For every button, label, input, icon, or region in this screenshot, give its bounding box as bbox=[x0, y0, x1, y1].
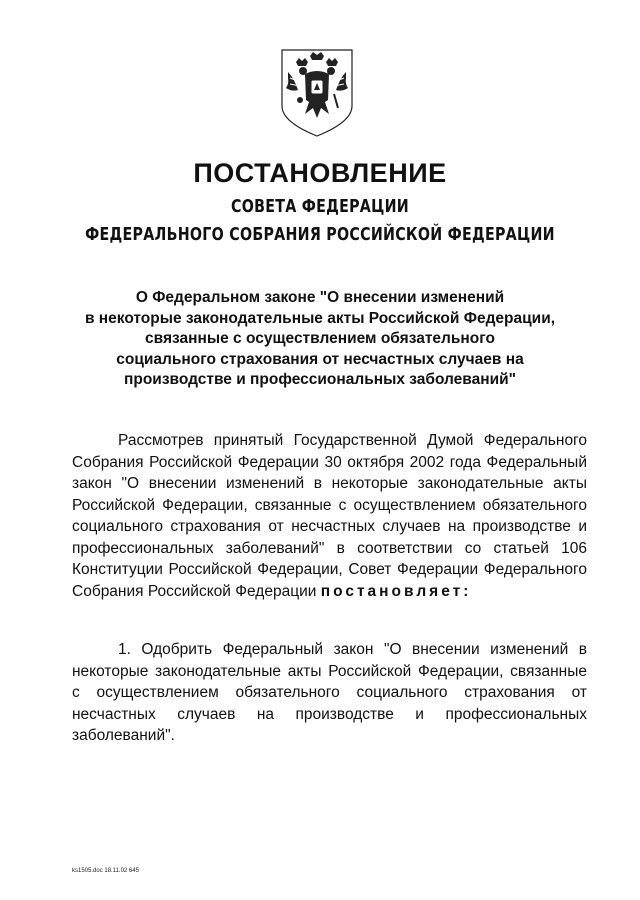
heading-line: в некоторые законодательные акты Российской Федерации, bbox=[84, 309, 556, 327]
issuer-line-1: СОВЕТА ФЕДЕРАЦИИ bbox=[231, 196, 409, 217]
resolution-item-1 bbox=[72, 639, 587, 747]
issuer-line-2: ФЕДЕРАЛЬНОГО СОБРАНИЯ РОССИЙСКОЙ ФЕДЕРАЦИИ bbox=[85, 224, 555, 245]
document-heading bbox=[0, 288, 640, 391]
resolution-item-1-text: 1. Одобрить Федеральный закон "О внесении изменений в некоторые законодательные акты Российской Федерации, связанные с осуществлением обязательного социального страхования от несчастных случаев на производстве и профессиональных заболеваний". bbox=[72, 641, 587, 744]
heading-line: социального страхования от несчастных случаев на bbox=[116, 350, 524, 368]
preamble-paragraph bbox=[72, 430, 587, 602]
heading-line: связанные с осуществлением обязательного bbox=[145, 330, 495, 347]
heading-line: О Федеральном законе "О внесении изменений bbox=[135, 289, 505, 306]
coat-of-arms-icon bbox=[276, 48, 358, 138]
preamble-text: Рассмотрев принятый Государственной Думой Федерального Собрания Российской Федерации 30 октября 2002 года Федеральный закон "О внесении изменений в некоторые законодательные акты Российской Федерации, связанные с осуществлением обязательного социального страхования от несчастных случаев на производстве и профессиональных заболеваний" в соответствии со статьей 106 Конституции Российской Федерации, Совет Федерации Федерального Собрания Российской Федерации bbox=[72, 432, 587, 600]
file-stamp: ks1505.doc 18.11.02 645 bbox=[72, 868, 139, 874]
document-title: ПОСТАНОВЛЕНИЕ bbox=[193, 158, 447, 188]
resolve-keyword: постановляет: bbox=[320, 582, 472, 600]
heading-line: производстве и профессиональных заболеваний" bbox=[124, 371, 516, 388]
